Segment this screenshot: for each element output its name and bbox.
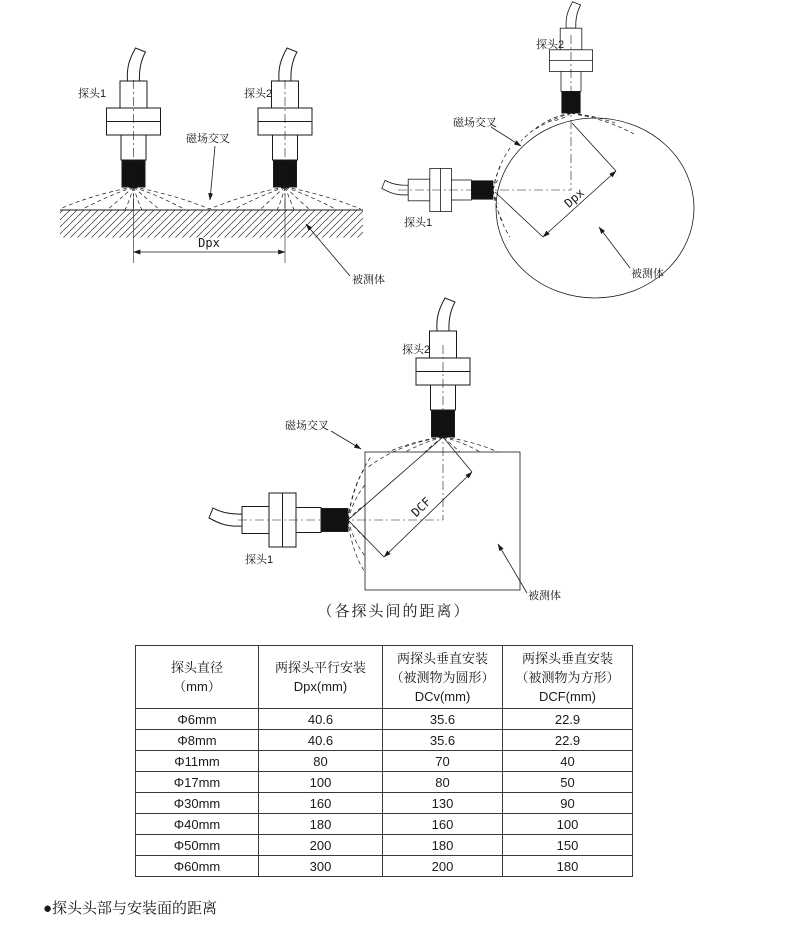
header-line: 两探头垂直安装: [396, 650, 488, 666]
table-cell: 22.9: [503, 709, 633, 730]
square-object: [365, 452, 520, 590]
table-cell: 100: [503, 814, 633, 835]
table-cell: 35.6: [383, 709, 503, 730]
table-row: [136, 730, 633, 751]
table-cell: 180: [259, 814, 383, 835]
table-cell: 50: [503, 772, 633, 793]
table-cell: 300: [259, 856, 383, 877]
table-cell: Φ50mm: [136, 835, 259, 856]
table-row: [136, 709, 633, 730]
table-cell: 35.6: [383, 730, 503, 751]
dpx-dimension-label: Dpx: [561, 185, 588, 211]
table-cell: 80: [259, 751, 383, 772]
table-cell: Φ17mm: [136, 772, 259, 793]
header-line: （被测物为方形）: [515, 669, 620, 685]
table-cell: 22.9: [503, 730, 633, 751]
dcf-dimension-label: DCF: [408, 494, 434, 520]
probe1-label: 探头1: [78, 88, 107, 100]
table-cell: Φ6mm: [136, 709, 259, 730]
table-cell: 150: [503, 835, 633, 856]
probe2-label: 探头2: [402, 344, 431, 356]
probe2-label: 探头2: [244, 88, 273, 100]
probe1-label: 探头1: [245, 554, 274, 566]
table-header-cell: [259, 646, 383, 709]
header-line: （被测物为圆形）: [390, 669, 495, 685]
table-cell: 80: [383, 772, 503, 793]
table-row: [136, 751, 633, 772]
field-lines-probe1: [60, 187, 210, 210]
table-cell: 200: [383, 856, 503, 877]
table-cell: Φ8mm: [136, 730, 259, 751]
table-row: [136, 856, 633, 877]
measured-object-label: 被测体: [528, 590, 561, 602]
field-cross-label: 磁场交叉: [186, 133, 230, 145]
table-cell: 90: [503, 793, 633, 814]
footnote-text: ●探头头部与安装面的距离: [43, 900, 218, 917]
measured-object-label: 被测体: [631, 268, 664, 280]
header-line: 两探头垂直安装: [521, 650, 613, 666]
header-line: （mm）: [173, 679, 221, 694]
table-cell: 180: [383, 835, 503, 856]
measured-object-label: 被测体: [352, 274, 385, 286]
table-cell: 200: [259, 835, 383, 856]
table-cell: 160: [383, 814, 503, 835]
table-header-row: [136, 646, 633, 709]
table-header-cell: [503, 646, 633, 709]
field-cross-label: 磁场交叉: [285, 420, 329, 432]
table-row: [136, 793, 633, 814]
table-cell: 40.6: [259, 709, 383, 730]
table-cell: Φ40mm: [136, 814, 259, 835]
table-row: [136, 772, 633, 793]
probe-distance-table: [135, 645, 633, 877]
table-cell: Φ60mm: [136, 856, 259, 877]
circular-object: [496, 118, 694, 298]
header-line: 两探头平行安装: [274, 660, 366, 675]
diagram-square-object: [209, 298, 527, 593]
header-line: DCF(mm): [538, 688, 597, 704]
header-line: Dpx(mm): [293, 679, 348, 694]
table-cell: 40.6: [259, 730, 383, 751]
table-row: [136, 814, 633, 835]
probe1-label: 探头1: [404, 217, 433, 229]
table-cell: 180: [503, 856, 633, 877]
field-cross-label: 磁场交叉: [453, 117, 497, 129]
probe2-label: 探头2: [536, 39, 565, 51]
dpx-dimension-label: Dpx: [198, 236, 220, 250]
header-line: 探头直径: [170, 660, 223, 675]
diagram-caption: （各探头间的距离）: [317, 603, 471, 620]
header-line: DCv(mm): [414, 688, 471, 704]
table-header-cell: [383, 646, 503, 709]
table-cell: 130: [383, 793, 503, 814]
table-cell: Φ30mm: [136, 793, 259, 814]
table-cell: Φ11mm: [136, 751, 259, 772]
table-cell: 160: [259, 793, 383, 814]
table-cell: 70: [383, 751, 503, 772]
table-header-cell: [136, 646, 259, 709]
table-cell: 100: [259, 772, 383, 793]
table-row: [136, 835, 633, 856]
table-cell: 40: [503, 751, 633, 772]
